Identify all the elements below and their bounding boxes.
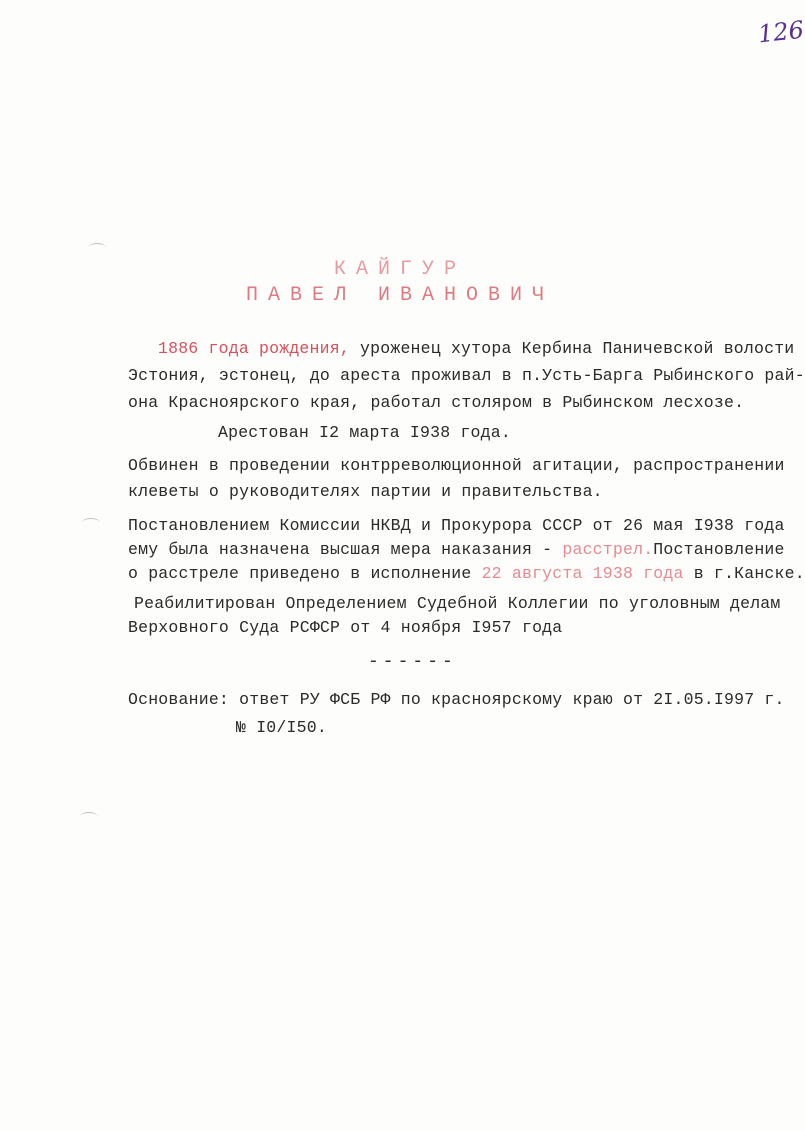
- punch-mark-decoration: [82, 518, 100, 527]
- birth-year-text: 1886 года рождения,: [158, 339, 350, 358]
- arrest-line: Арестован I2 марта I938 года.: [218, 423, 511, 442]
- rehabilitation-line-2: Верховного Суда РСФСР от 4 ноября I957 года: [128, 618, 563, 637]
- separator-dashes: ------: [368, 652, 457, 672]
- punch-mark-decoration: [80, 812, 98, 821]
- birth-paragraph-line-2: Эстония, эстонец, до ареста проживал в п.Усть-Барга Рыбинского рай-: [128, 366, 805, 385]
- birthplace-text: уроженец хутора Кербина Паничевской волости: [349, 339, 795, 358]
- birth-paragraph-line-1: [158, 339, 794, 359]
- punch-mark-decoration: [88, 243, 106, 252]
- execution-text: о расстреле приведено в исполнение: [128, 564, 482, 583]
- person-surname: КАЙГУР: [333, 258, 466, 281]
- sentence-line-3: [128, 564, 805, 584]
- sentence-line-1: Постановлением Комиссии НКВД и Прокурора СССР от 26 мая I938 года: [128, 516, 785, 535]
- basis-line-1: Основание: ответ РУ ФСБ РФ по красноярскому краю от 2I.05.I997 г.: [128, 690, 785, 709]
- charge-line-2: клеветы о руководителях партии и правительства.: [128, 482, 603, 501]
- sentence-line-2: [128, 540, 785, 560]
- person-given-names: ПАВЕЛ ИВАНОВИЧ: [245, 284, 555, 307]
- rehabilitation-line-1: Реабилитирован Определением Судебной Коллегии по уголовным делам: [134, 594, 781, 613]
- execution-date: 22 августа 1938 года: [481, 564, 684, 583]
- resolution-word: Постановление: [653, 540, 785, 559]
- basis-line-2: № I0/I50.: [236, 718, 327, 737]
- execution-word: расстрел.: [562, 540, 654, 559]
- charge-line-1: Обвинен в проведении контрреволюционной агитации, распространении: [128, 456, 785, 475]
- execution-place: в г.Канске.: [683, 564, 805, 583]
- handwritten-page-number: 126: [756, 15, 805, 49]
- birth-paragraph-line-3: она Красноярского края, работал столяром в Рыбинском лесхозе.: [128, 393, 745, 412]
- sentence-text: ему была назначена высшая мера наказания -: [128, 540, 563, 559]
